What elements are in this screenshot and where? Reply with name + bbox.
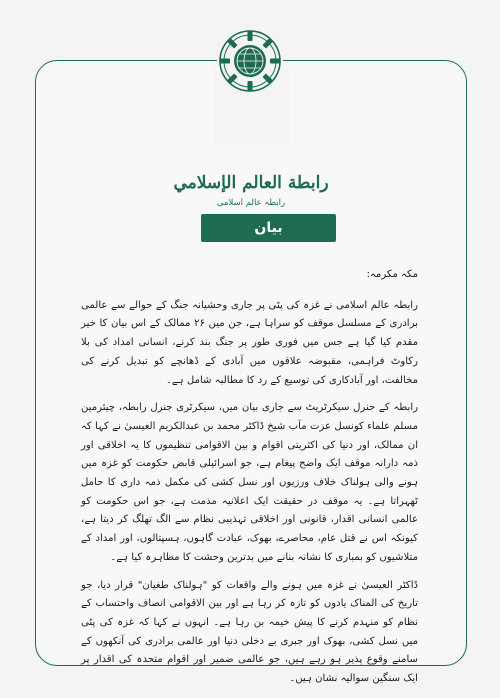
organization-subtitle: رابطہ عالم اسلامی <box>216 198 286 208</box>
paragraph-3: ڈاکٹر العیسیٰ نے غزہ میں ہونے والے واقعات کو "ہولناک طغیان" قرار دیا، جو تاریخ کی المناک یادوں کو تازہ کر رہا ہے اور بین الاقوامی انصاف واحتساب کے نظام کو منہدم کرنے کا پیش خیمہ بن رہا ہے۔ انہوں نے کہا کہ غزہ کی پٹی میں نسل کشی، بھوک اور جبری بے دخلی دنیا اور عالمی برادری کی آنکھوں کے سامنے وقوع پذیر ہو رہے ہیں، جو عالمی ضمیر اور اقوام متحدہ کی اقدار پر ایک سنگین سوالیہ نشان ہیں۔ <box>81 579 418 685</box>
statement-frame <box>35 60 467 685</box>
emblem-icon <box>217 28 283 94</box>
organization-name: رابطة العالم الإسلامي <box>173 173 329 193</box>
paragraph-1: رابطہ عالم اسلامی نے غزہ کی پٹی پر جاری وحشیانہ جنگ کے حوالے سے عالمی برادری کے مسلسل موقف کو سراہا ہے، جن میں ۲۶ ممالک کے اس بیان کا خیر مقدم کیا گیا ہے جس میں فوری طور پر جنگ بند کرنے، انسانی امداد کی بلا رکاوٹ فراہمی، مقبوضہ علاقوں میں آبادی کے ڈھانچے کو تبدیل کرنے کی مخالفت، اور آبادکاری کی توسیع کے رد کا مطالبہ شامل ہے۔ <box>81 299 418 386</box>
statement-title: بیان <box>201 214 336 242</box>
statement-body <box>81 266 418 698</box>
dateline: مکہ مکرمہ: <box>366 269 418 280</box>
paragraph-2: رابطہ کے جنرل سیکرٹریٹ سے جاری بیان میں، سیکرٹری جنرل رابطہ، چیئرمین مسلم علماء کونسل عزت مآب شیخ ڈاکٹر محمد بن عبدالکریم العیسیٰ نے کہا کہ ان ممالک، اور دنیا کی اکثریتی اقوام و بین الاقوامی تنظیموں کا یہ اخلاقی اور ذمہ دارانہ موقف ایک واضح پیغام ہے، جو اسرائیلی قابض حکومت کو غزہ میں ہونے والی ہولناک خلاف ورزیوں اور نسل کشی کی مکمل ذمہ داری کا حامل ٹھہراتا ہے۔ یہ موقف در حقیقت ایک اعلانیہ مذمت ہے، جو اس حکومت کو عالمی انسانی اقدار، قانونی اور اخلاقی تہذیبی نظام سے الگ تھلگ کر دیتا ہے، کیونکہ اس نے قتل عام، محاصرے، بھوک، عبادت گاہوں، ہسپتالوں، اور امداد کے متلاشیوں کو بمباری کا نشانہ بنانے میں بدترین وحشت کا مظاہرہ کیا ہے۔ <box>81 402 418 563</box>
